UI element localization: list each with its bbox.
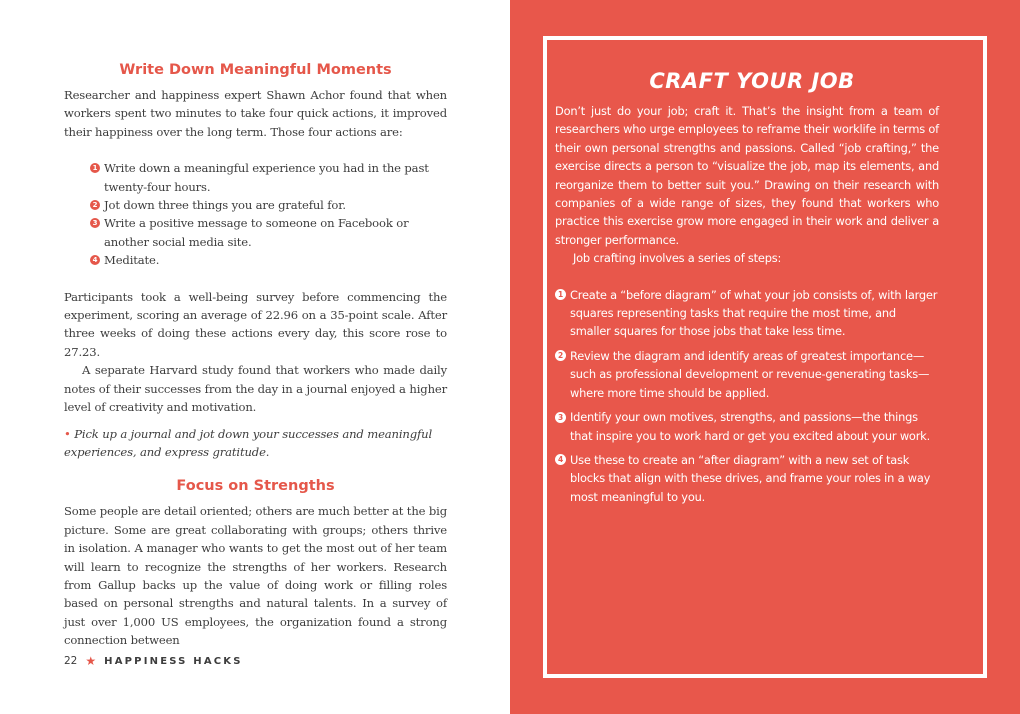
number-badge-icon: 1	[555, 289, 566, 300]
sidebar-steps-list	[555, 286, 939, 506]
list-item: 3 Write a positive message to someone on Facebook or another social media site.	[90, 214, 447, 251]
intro-paragraph: Researcher and happiness expert Shawn Achor found that when workers spent two minutes to take four quick actions, it improved their happiness over the long term. Those four actions are:	[64, 88, 447, 139]
list-item: 3 Identify your own motives, strengths, and passions—the things that inspire you to work hard or get you excited about your work.	[555, 408, 939, 445]
number-badge-icon: 4	[555, 454, 566, 465]
star-icon: ★	[85, 654, 97, 668]
bullet-icon: •	[64, 426, 71, 441]
number-badge-icon: 3	[90, 218, 100, 228]
list-item: 4 Use these to create an “after diagram” with a new set of task blocks that align with these drives, and frame your roles in a way most meaningful to you.	[555, 451, 939, 506]
list-item: 2 Jot down three things you are grateful for.	[90, 196, 447, 214]
number-badge-icon: 2	[555, 350, 566, 361]
tip	[64, 425, 447, 462]
page-footer	[64, 653, 243, 669]
section-title-meaningful-moments: Write Down Meaningful Moments	[119, 62, 392, 78]
page-number: 22	[64, 655, 78, 667]
list-item: 4 Meditate.	[90, 251, 447, 269]
harvard-paragraph: A separate Harvard study found that workers who made daily notes of their successes from the day in a journal enjoyed a higher level of creativity and motivation.	[64, 363, 447, 415]
section-title-focus-on-strengths: Focus on Strengths	[176, 478, 335, 495]
list-item: 1 Write down a meaningful experience you had in the past twenty-four hours.	[90, 159, 447, 196]
list-item: 1 Create a “before diagram” of what your job consists of, with larger squares representing tasks that require the most time, and smaller squares for those jobs that take less time.	[555, 286, 939, 341]
survey-paragraph: Participants took a well-being survey before commencing the experiment, scoring an average of 22.96 on a 35-point scale. After three weeks of doing these actions every day, this score rose to 27.23.	[64, 289, 447, 359]
sidebar-paragraph: Don’t just do your job; craft it. That’s the insight from a team of researchers who urge employees to reframe their worklife in terms of their own personal strengths and passions. Called “job crafting,” the exercise directs a person to “visualize the job, map its elements, and reorganize them to better suit you.” Drawing on their research with companies of a wide range of sizes, they found that workers who practice this exercise grow more engaged in their work and deliver a stronger performance.	[555, 104, 939, 247]
tip-text: Pick up a journal and jot down your successes and meaningful experiences, and express gratitude.	[64, 426, 433, 459]
running-title: HAPPINESS HACKS	[104, 655, 243, 667]
left-column	[64, 60, 447, 650]
actions-list	[90, 159, 447, 269]
sidebar-title: CRAFT YOUR JOB	[649, 69, 855, 93]
number-badge-icon: 1	[90, 163, 100, 173]
number-badge-icon: 3	[555, 412, 566, 423]
number-badge-icon: 4	[90, 255, 100, 265]
list-item: 2 Review the diagram and identify areas of greatest importance—such as professional development or revenue-generating tasks—where more time should be applied.	[555, 347, 939, 402]
sidebar-steps-intro: Job crafting involves a series of steps:	[573, 251, 782, 266]
strengths-paragraph: Some people are detail oriented; others are much better at the big picture. Some are great collaborating with groups; others thrive in isolation. A manager who wants to get the most out of her team will learn to recognize the strengths of her workers. Research from Gallup backs up the value of doing work or filling roles based on personal strengths and natural talents. In a survey of just over 1,000 US employees, the organization found a strong connection between	[64, 504, 447, 648]
sidebar-content	[555, 68, 939, 512]
number-badge-icon: 2	[90, 200, 100, 210]
right-page-panel	[510, 0, 1020, 714]
